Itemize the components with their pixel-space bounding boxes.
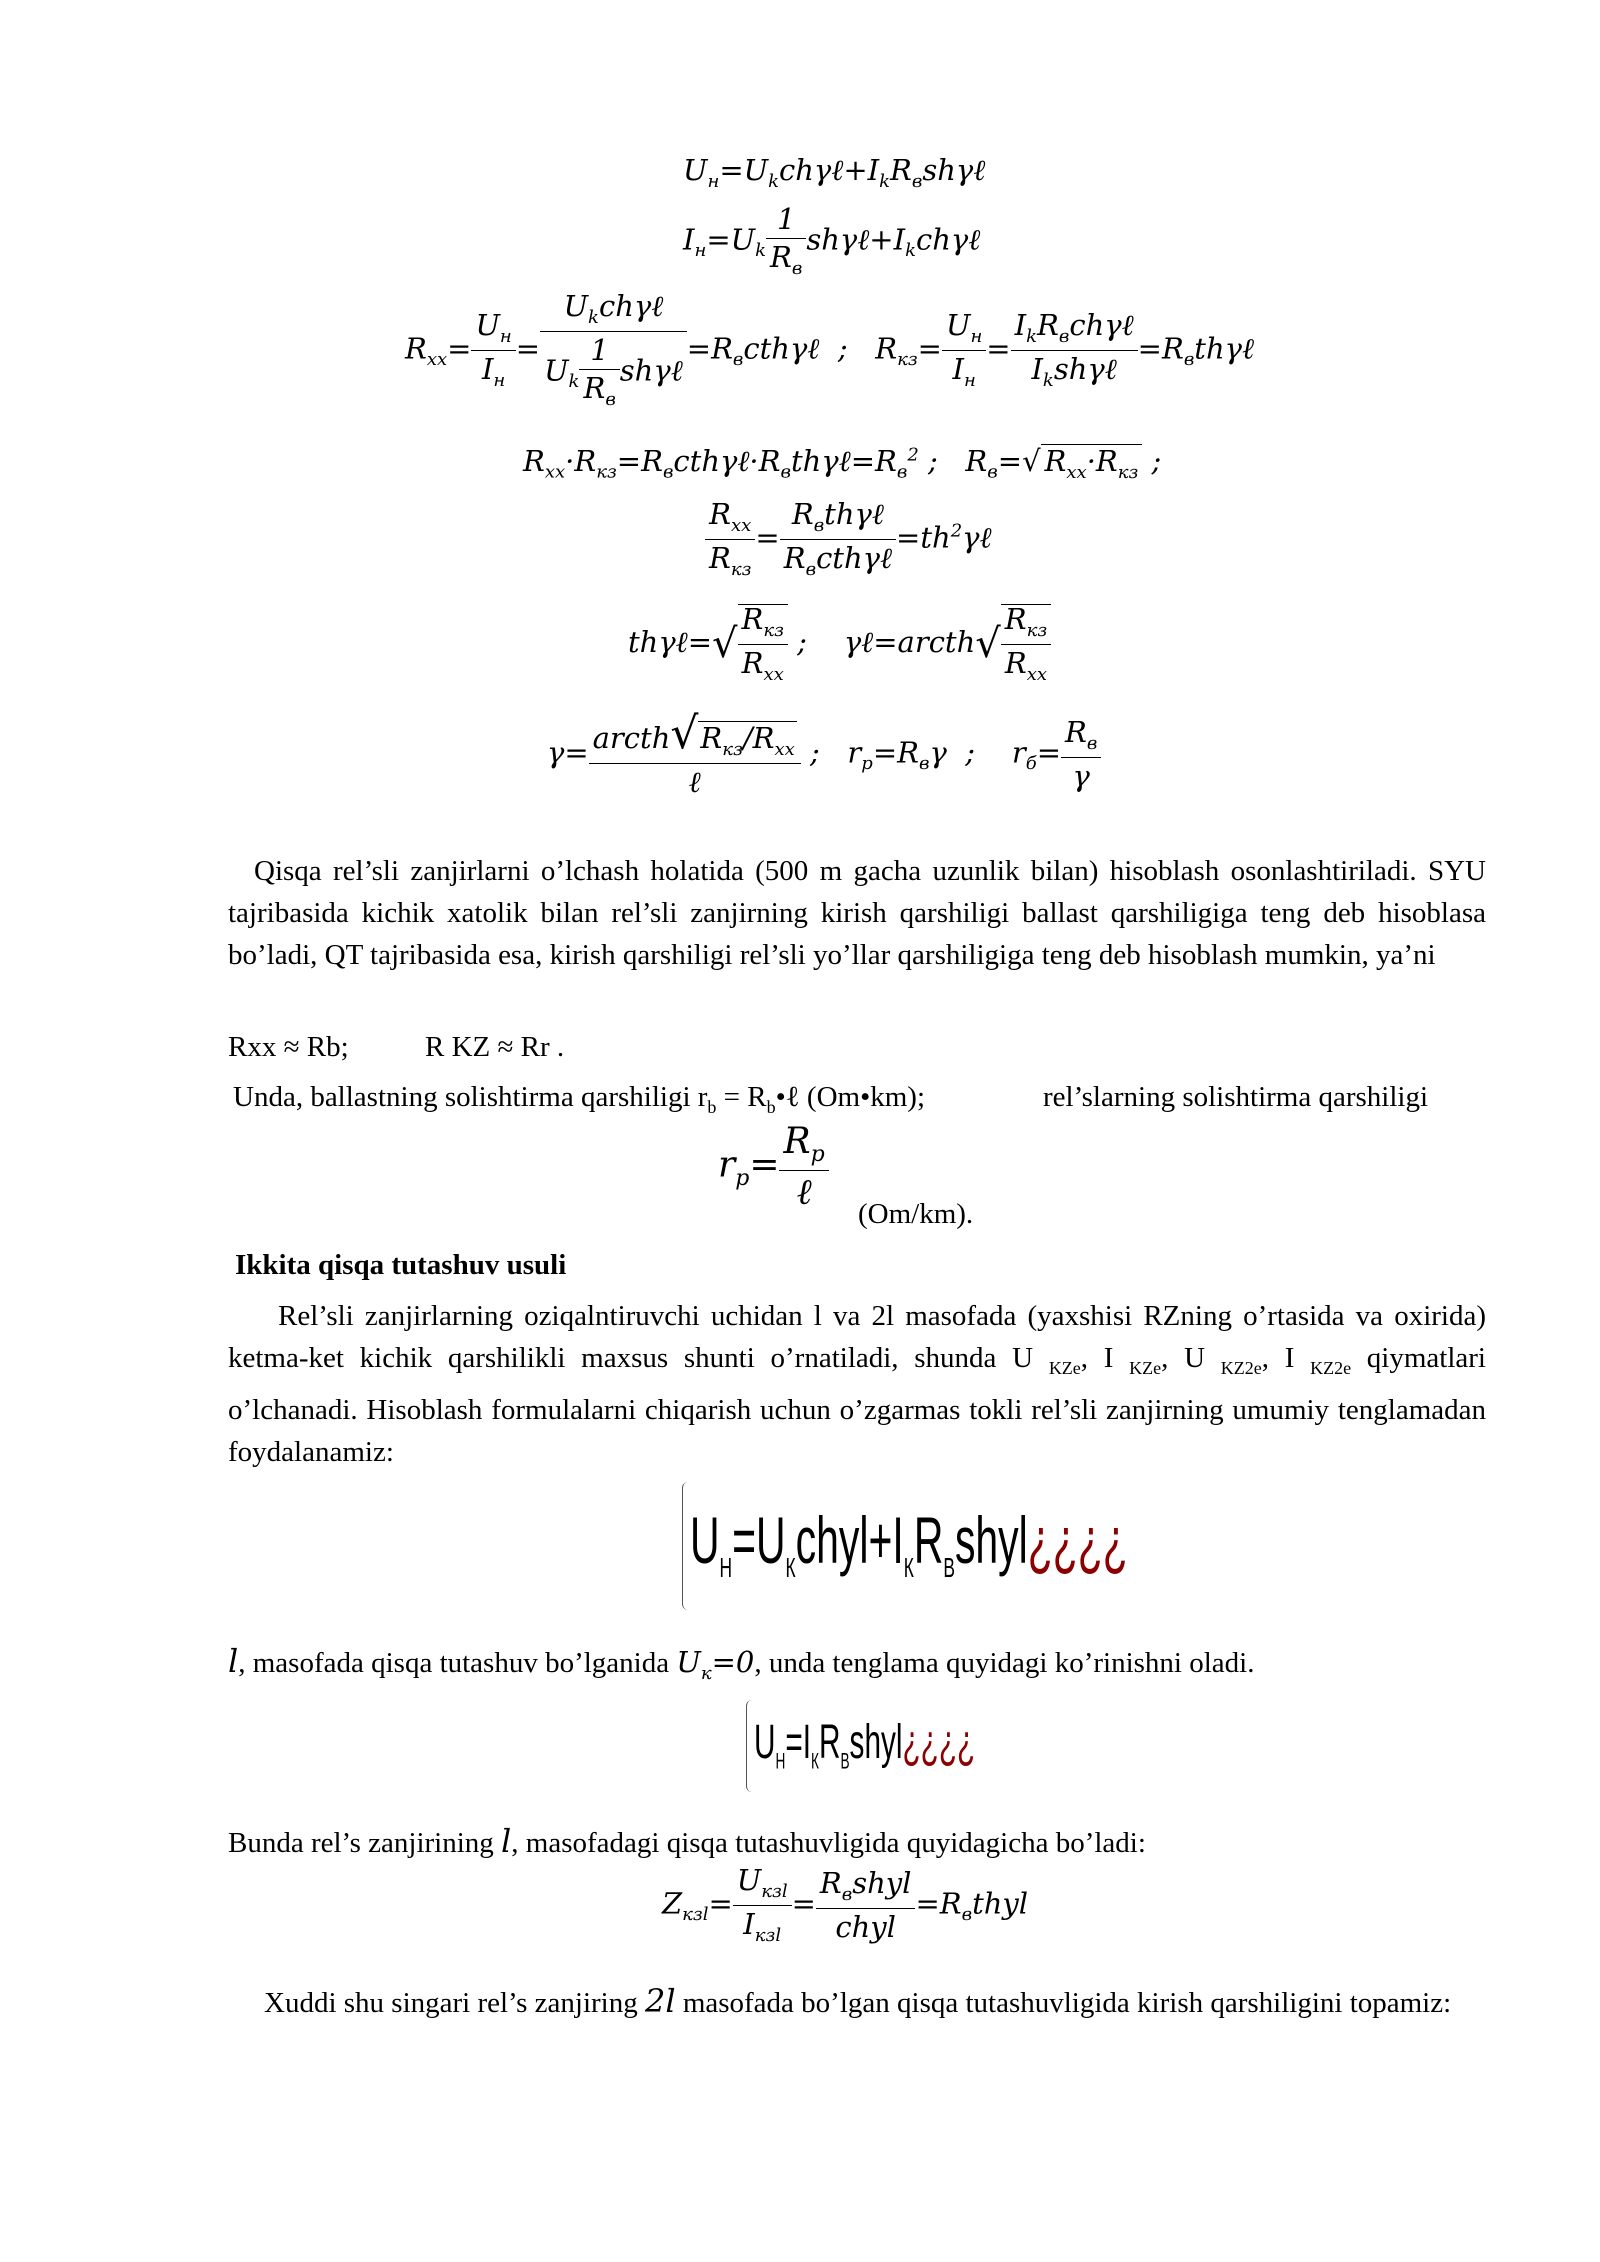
formula-ratio: $\frac{R_{xx}}{R_{кз}}$ = $\frac{R_вth\gamma\ell}{R_вcth\gamma\ell}$ $=th^2\gamma\ell$ [705,500,992,579]
formula-in: $I_н=U_k$ $\frac{1}{R_в}$ $sh\gamma\ell+I_kch\gamma\ell$ [683,202,981,279]
rail-resistivity-label: rel’slarning solishtirma qarshiligi [1043,1081,1429,1113]
formula-rxx-rkz: $R_{xx}=$ $\frac{U_н}{I_н}$ = $U_kch\gamma\ell$ $U_k$ $\frac{1}{R_в}$ shγℓ $=R_вcth\gamma\ell$ ; $R_{кз}=$ $\frac{U_н}{I_н}$ = $\frac{I_kR_вch\gamma\ell}{I_ksh\gamma\ell}$ $=R_вth\gamma\ell$ [405,289,1255,410]
formula-zkzl: $Z_{кзl}=$ $\frac{U_{кзl}}{I_{кзl}}$ = $\frac{R_вshyl}{\text{chyl}}$ $=R_вthyl$ [662,1863,1029,1946]
bunda-line: Bunda rel’s zanjirining l, masofadagi qisqa tutashuvligida quyidagicha bo’ladi: [228,1822,1146,1860]
formula-gamma: γ= $\frac{arcth√R_{кз}/R_{xx}}{\text{ℓ}}$ ; $r_р=R_в\gamma$ ; $r_б=$ $\frac{R_в}{\gamma}$ [547,712,1101,797]
approx-rxx: Rxx ≈ Rb; [228,1031,349,1063]
rp-unit: (Om/km). [858,1198,974,1230]
formula-product: $R_{xx}\cdot R_{кз}=R_вcth\gamma\ell\cdot R_вth\gamma\ell=R_в^2$ ; $R_в=√$ $R_{xx}\cdot R_{кз}$ ; [523,443,1162,483]
formula-th: thγℓ=√ $\frac{R_{кз}}{R_{xx}}$ ; γℓ=arcth√ $\frac{R_{кз}}{R_{xx}}$ [628,604,1051,684]
formula-rp: $r_р=$ $\frac{R_р}{\text{ℓ}}$ [718,1124,829,1211]
system-equation-2: $U_Н=I_КR_Вshyl¿¿¿¿$ [754,1716,976,1774]
ballast-resistivity-line: Unda, ballastning solishtirma qarshiligi $r_b$ = $R_b•\ell$ (Om•km); [233,1081,926,1117]
formula-un: $U_н=U_kch\gamma\ell+I_kR_вsh\gamma\ell$ [683,153,986,192]
paragraph-short-circuit: Qisqa rel’sli zanjirlarni o’lchash holatida (500 m gacha uzunlik bilan) hisoblash osonlashtiriladi. SYU tajribasida kichik xatolik bilan rel’sli zanjirning kirish qarshiligi ballast qarshiligiga teng deb hisoblasa bo’ladi, QT tajribasida esa, kirish qarshiligi rel’sli yo’llar qarshiligiga teng deb hisoblash mumkin, ya’ni [228,855,1486,971]
system-equation-1: $U_Н=U_Кchyl+I_КR_Вshyl¿¿¿¿$ [690,1503,1128,1584]
paragraph-two-short-circuits: Rel’sli zanjirlarning oziqalntiruvchi uchidan l va 2l masofada (yaxshisi RZning o’rtasida va oxirida) ketma-ket kichik qarshilikli maxsus shunti o’rnatiladi, shunda U $_{KZe}$, I $_{KZe}$, U $_{KZ2e}$, I $_{KZ2e}$ qiymatlari o’lchanadi. Hisoblash formulalarni chiqarish uchun o’zgarmas tokli rel’sli zanjirning umumiy tenglamadan foydalanamiz: [228,1300,1486,1468]
section-heading: Ikkita qisqa tutashuv usuli [235,1249,567,1281]
approx-rkz: R KZ ≈ Rr . [425,1031,565,1063]
paragraph-2l: Xuddi shu singari rel’s zanjiring 2l masofada bo’lgan qisqa tutashuvligida kirish qarshiligini topamiz: [264,1982,1452,2020]
short-circuit-at-l-line: l, masofada qisqa tutashuv bo’lganida $U_к=0$, unda tenglama quyidagi ko’rinishni oladi. [228,1642,1255,1684]
